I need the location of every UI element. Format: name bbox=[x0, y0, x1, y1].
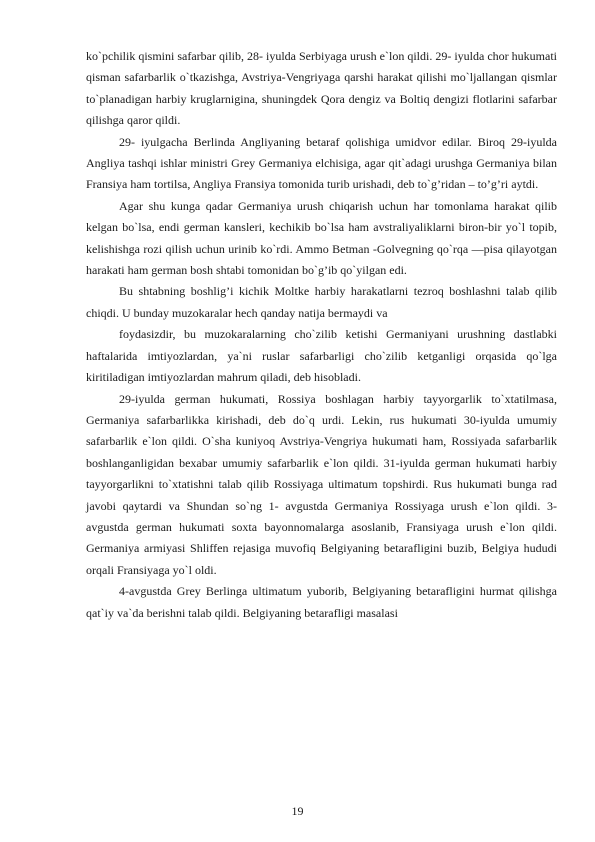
paragraph-3: Agar shu kunga qadar Germaniya urush chiqarish uchun har tomonlama harakat qilib kelgan bo`lsa, endi german kansleri, kechikib bo`lsa ham avstraliyaliklarni biron-bir yo`l topib, kelishishga rozi qilish uchun urinib ko`rdi. Ammo Betman -Golvegning qo`rqa —pisa qilayotgan harakati ham german bosh shtabi tomonidan bo`g’ib qo`yilgan edi. bbox=[86, 198, 557, 278]
paragraph-7: 4-avgustda Grey Berlinga ultimatum yuborib, Belgiyaning betarafligini hurmat qilishga qat`iy va`da berishni talab qildi. Belgiyaning betarafligi masalasi bbox=[86, 584, 557, 620]
paragraph-5: foydasizdir, bu muzokaralarning cho`zilib ketishi Germaniyani urushning dastlabki haftalarida imtiyozlardan, ya`ni ruslar safarbarligi cho`zilib ketganligi orqasida qo`lga kiritiladigan imtiyozlardan mahrum qiladi, deb hisobladi. bbox=[86, 327, 557, 385]
page-number: 19 bbox=[291, 804, 304, 818]
paragraph-2: 29- iyulgacha Berlinda Angliyaning betaraf qolishiga umidvor edilar. Biroq 29-iyulda Angliya tashqi ishlar ministri Grey Germaniya elchisiga, agar qit`adagi urushga Germaniya bilan Fransiya ham tortilsa, Angliya Fransiya tomonida turib urishadi, deb to`g’ridan – to’g’ri aytdi. bbox=[86, 134, 557, 192]
paragraph-1: ko`pchilik qismini safarbar qilib, 28- iyulda Serbiyaga urush e`lon qildi. 29- iyulda chor hukumati qisman safarbarlik o`tkazishga, Avstriya-Vengriyaga qarshi harakat qilishi mo`ljallangan qismlar to`planadigan harbiy kruglarnigina, shuningdek Qora dengiz va Boltiq dengizi flotlarini safarbar qilishga qaror qildi. bbox=[86, 49, 557, 128]
paragraph-4: Bu shtabning boshlig’i kichik Moltke harbiy harakatlarni tezroq boshlashni talab qilib chiqdi. U bunday muzokaralar hech qanday natija bermaydi va bbox=[86, 284, 557, 320]
document-page bbox=[86, 46, 557, 624]
paragraph-6: 29-iyulda german hukumati, Rossiya boshlagan harbiy tayyorgarlik to`xtatilmasa, Germaniya safarbarlikka kirishadi, deb do`q urdi. Lekin, rus hukumati 30-iyulda umumiy safarbarlik e`lon qildi. O`sha kuniyoq Avstriya-Vengriya hukumati ham, Rossiyada safarbarlik boshlanganligidan bexabar umumiy safarbarlik e`lon qildi. 31-iyulda german hukumati harbiy tayyorgarlikni to`xtatishni talab qilib Rossiyaga ultimatum topshirdi. Rus hukumati bunga rad javobi qaytardi va Shundan so`ng 1- avgustda Germaniya Rossiyaga urush e`lon qildi. 3- avgustda german hukumati soxta bayonnomalarga asoslanib, Fransiyaga urush e`lon qildi. Germaniya armiyasi Shliffen rejasiga muvofiq Belgiyaning betarafligini buzib, Belgiya hududi orqali Fransiyaga yo`l oldi. bbox=[86, 391, 557, 577]
